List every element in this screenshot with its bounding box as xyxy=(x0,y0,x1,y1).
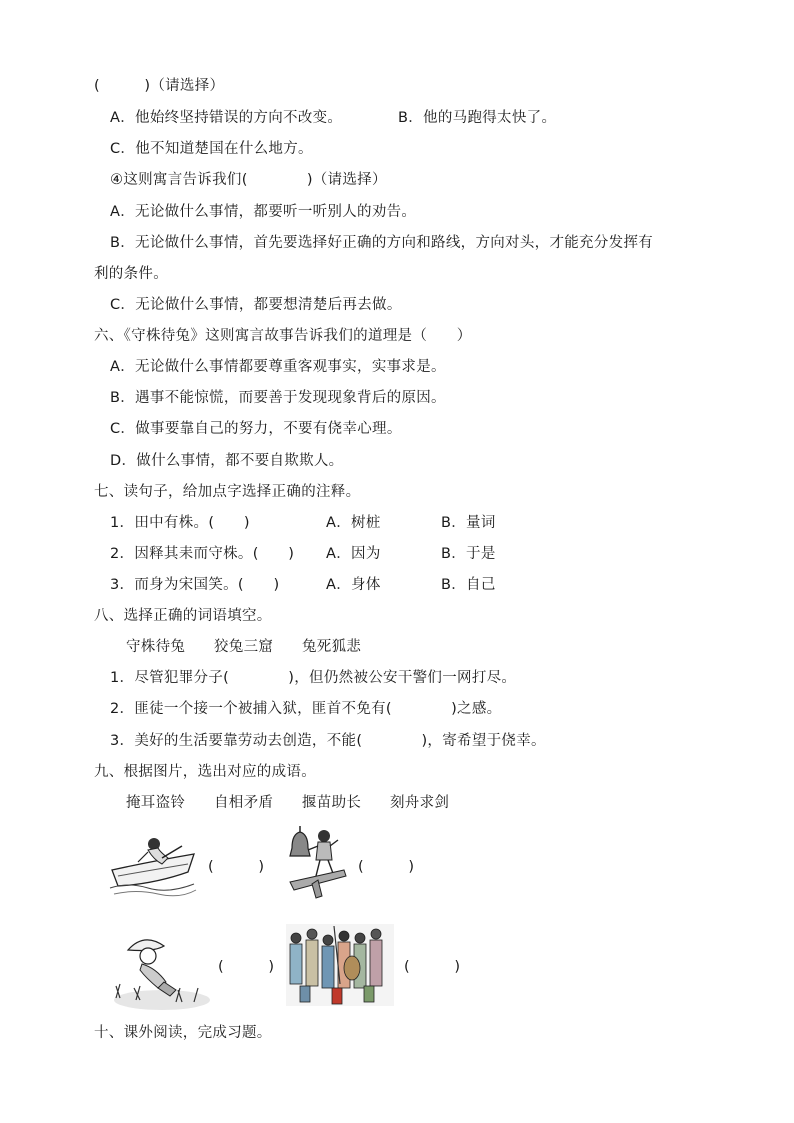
picture-2-answer-blank[interactable]: ( ) xyxy=(358,859,415,875)
q6-title: 六、《守株待兔》这则寓言故事告诉我们的道理是（ ） xyxy=(94,328,472,344)
q5-sub4-question: ④这则寓言告诉我们( )（请选择） xyxy=(110,172,387,188)
q7-row-2-option-b: B．于是 xyxy=(441,546,496,562)
q8-sentence-1: 1．尽管犯罪分子( )，但仍然被公安干警们一网打尽。 xyxy=(110,670,517,686)
q10-title: 十、课外阅读，完成习题。 xyxy=(94,1025,272,1041)
q5-blank-line: ( )（请选择） xyxy=(94,78,225,94)
q8-word-1: 守株待兔 xyxy=(126,639,186,655)
q8-sentence-2: 2．匪徒一个接一个被捕入狱，匪首不免有( )之感。 xyxy=(110,701,502,717)
q9-title: 九、根据图片，选出对应的成语。 xyxy=(94,764,316,780)
q7-row-3-option-b: B．自己 xyxy=(441,577,496,593)
q5-sub4-option-a: A．无论做什么事情，都要听一听别人的劝告。 xyxy=(110,204,417,220)
q9-word-4: 刻舟求剑 xyxy=(390,795,450,811)
q7-row-3-option-a: A．身体 xyxy=(326,577,381,593)
q5-option-b: B．他的马跑得太快了。 xyxy=(398,110,557,126)
q8-title: 八、选择正确的词语填空。 xyxy=(94,608,272,624)
q5-sub4-option-c: C．无论做什么事情，都要想清楚后再去做。 xyxy=(110,297,402,313)
q7-row-3-sentence: 3．而身为宋国笑。( ) xyxy=(110,577,280,593)
q7-row-1-sentence: 1．田中有株。( ) xyxy=(110,515,250,531)
q7-row-1-option-b: B．量词 xyxy=(441,515,496,531)
q9-word-2: 自相矛盾 xyxy=(214,795,274,811)
q7-row-1-option-a: A．树桩 xyxy=(326,515,381,531)
q6-option-a: A．无论做什么事情都要尊重客观事实，实事求是。 xyxy=(110,359,446,375)
q5-option-c: C．他不知道楚国在什么地方。 xyxy=(110,141,313,157)
bell-illustration xyxy=(286,826,348,900)
crowd-illustration xyxy=(286,924,394,1006)
q6-option-d: D．做什么事情，都不要自欺欺人。 xyxy=(110,453,344,469)
q5-option-a: A．他始终坚持错误的方向不改变。 xyxy=(110,110,343,126)
q5-sub4-option-b: B．无论做什么事情，首先要选择好正确的方向和路线，方向对头，才能充分发挥有 xyxy=(110,235,654,251)
q8-word-3: 兔死狐悲 xyxy=(302,639,362,655)
q7-row-2-option-a: A．因为 xyxy=(326,546,381,562)
q7-title: 七、读句子，给加点字选择正确的注释。 xyxy=(94,484,361,500)
picture-1-answer-blank[interactable]: ( ) xyxy=(208,859,265,875)
q6-option-c: C．做事要靠自己的努力，不要有侥幸心理。 xyxy=(110,421,402,437)
picture-3-answer-blank[interactable]: ( ) xyxy=(218,959,275,975)
q6-option-b: B．遇事不能惊慌，而要善于发现现象背后的原因。 xyxy=(110,390,446,406)
q8-word-2: 狡兔三窟 xyxy=(214,639,274,655)
picture-4-answer-blank[interactable]: ( ) xyxy=(404,959,461,975)
q9-word-1: 掩耳盗铃 xyxy=(126,795,186,811)
q7-row-2-sentence: 2．因释其耒而守株。( ) xyxy=(110,546,295,562)
q8-sentence-3: 3．美好的生活要靠劳动去创造，不能( )，寄希望于侥幸。 xyxy=(110,733,546,749)
q9-word-3: 揠苗助长 xyxy=(302,795,362,811)
farmer-illustration xyxy=(106,928,210,1012)
boat-illustration xyxy=(108,832,198,898)
q5-sub4-option-b-cont: 利的条件。 xyxy=(94,266,168,282)
